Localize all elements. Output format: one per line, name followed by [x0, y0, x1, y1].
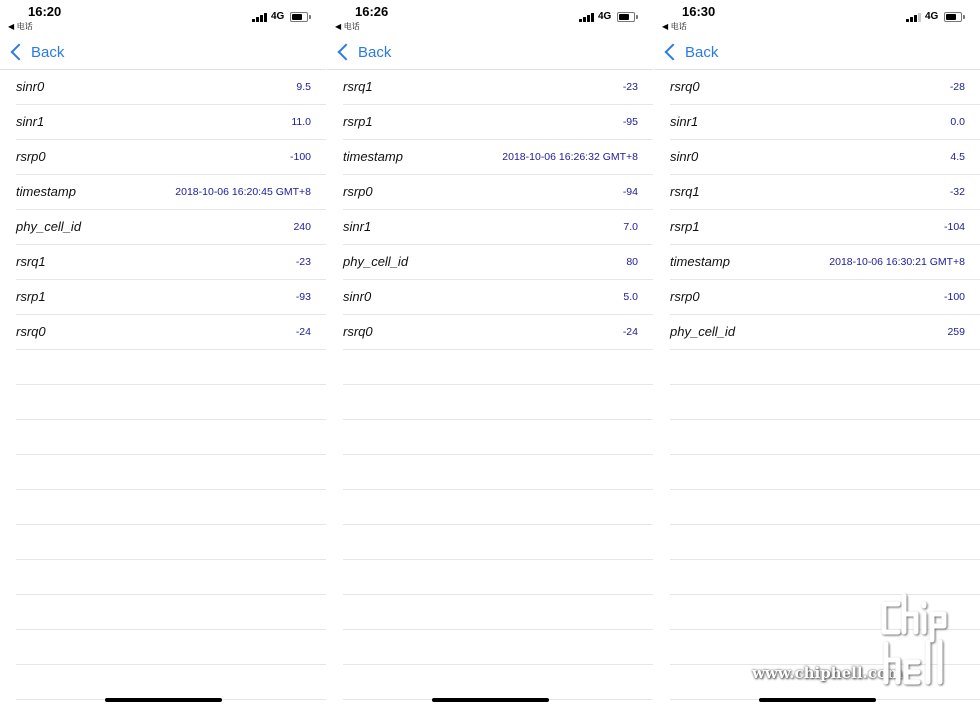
clock: 16:30 [682, 4, 716, 19]
field-value: 9.5 [296, 81, 311, 93]
field-value: -95 [622, 116, 638, 128]
field-name: rsrq1 [343, 79, 373, 94]
empty-row [343, 665, 653, 700]
list-item [670, 105, 980, 140]
field-value: -94 [622, 186, 638, 198]
empty-row [16, 595, 326, 630]
field-name: rsrp1 [16, 289, 46, 304]
nav-bar [0, 34, 326, 70]
back-label: Back [31, 43, 65, 61]
list-item [670, 245, 980, 280]
field-name: phy_cell_id [670, 324, 736, 339]
field-name: timestamp [16, 184, 76, 199]
field-value: -104 [943, 221, 965, 233]
list-item [343, 245, 653, 280]
field-value: 0.0 [950, 116, 965, 128]
back-to-app-link[interactable]: ◀ 电话 [8, 22, 33, 31]
watermark-url: www.chiphell.com [752, 664, 903, 682]
field-name: timestamp [343, 149, 403, 164]
empty-row [16, 665, 326, 700]
field-value: -93 [295, 291, 311, 303]
empty-row [343, 350, 653, 385]
field-value: -100 [289, 151, 311, 163]
list-item [670, 315, 980, 350]
list-item [670, 140, 980, 175]
empty-row [670, 420, 980, 455]
empty-row [16, 350, 326, 385]
chiphell-logo [878, 592, 973, 692]
chevron-left-icon [338, 44, 355, 61]
list-item [16, 210, 326, 245]
status-bar [0, 0, 326, 34]
back-to-app-link[interactable]: ◀ 电话 [662, 22, 687, 31]
field-value: 7.0 [623, 221, 638, 233]
field-name: rsrq1 [670, 184, 700, 199]
empty-row [670, 350, 980, 385]
field-name: sinr0 [343, 289, 372, 304]
field-value: -32 [949, 186, 965, 198]
field-name: timestamp [670, 254, 730, 269]
signal-icon [579, 11, 596, 22]
chevron-left-icon [11, 44, 28, 61]
battery-icon [617, 12, 635, 22]
field-value: -100 [943, 291, 965, 303]
field-value: -23 [295, 256, 311, 268]
phone-screen-1 [0, 0, 326, 708]
signal-icon [252, 11, 269, 22]
data-list [343, 70, 653, 700]
field-name: rsrp1 [343, 114, 373, 129]
network-type: 4G [925, 11, 939, 22]
list-item [16, 280, 326, 315]
empty-row [343, 630, 653, 665]
empty-row [343, 595, 653, 630]
back-to-app-link[interactable]: ◀ 电话 [335, 22, 360, 31]
list-item [670, 70, 980, 105]
field-name: sinr1 [670, 114, 699, 129]
field-value: 259 [947, 326, 965, 338]
field-value: 2018-10-06 16:30:21 GMT+8 [829, 256, 965, 268]
empty-row [670, 455, 980, 490]
list-item [16, 175, 326, 210]
field-value: 80 [626, 256, 638, 268]
empty-row [343, 560, 653, 595]
field-name: rsrq1 [16, 254, 46, 269]
empty-row [670, 385, 980, 420]
empty-row [16, 490, 326, 525]
back-label: Back [685, 43, 719, 61]
empty-row [16, 420, 326, 455]
field-value: 11.0 [291, 116, 311, 128]
empty-row [16, 560, 326, 595]
field-value: 2018-10-06 16:26:32 GMT+8 [502, 151, 638, 163]
field-value: 4.5 [950, 151, 965, 163]
back-button[interactable] [662, 41, 718, 63]
chevron-left-icon [665, 44, 682, 61]
field-name: rsrq0 [670, 79, 700, 94]
field-name: rsrp0 [343, 184, 373, 199]
clock: 16:26 [355, 4, 389, 19]
list-item [670, 280, 980, 315]
list-item [16, 140, 326, 175]
empty-row [670, 525, 980, 560]
list-item [343, 315, 653, 350]
empty-row [16, 630, 326, 665]
field-value: 5.0 [623, 291, 638, 303]
field-name: rsrp0 [670, 289, 700, 304]
field-name: sinr0 [670, 149, 699, 164]
field-value: -23 [622, 81, 638, 93]
network-type: 4G [271, 11, 285, 22]
list-item [343, 210, 653, 245]
nav-bar [654, 34, 980, 70]
signal-icon [906, 11, 923, 22]
phone-screen-2 [327, 0, 653, 708]
field-name: rsrq0 [16, 324, 46, 339]
clock: 16:20 [28, 4, 62, 19]
status-bar [327, 0, 653, 34]
field-name: phy_cell_id [343, 254, 409, 269]
field-name: sinr1 [16, 114, 45, 129]
empty-row [343, 420, 653, 455]
network-type: 4G [598, 11, 612, 22]
list-item [343, 140, 653, 175]
list-item [343, 105, 653, 140]
list-item [16, 70, 326, 105]
list-item [16, 105, 326, 140]
list-item [16, 245, 326, 280]
empty-row [670, 490, 980, 525]
empty-row [343, 525, 653, 560]
field-value: -28 [949, 81, 965, 93]
field-value: -24 [622, 326, 638, 338]
battery-icon [290, 12, 308, 22]
empty-row [343, 385, 653, 420]
back-button[interactable] [335, 41, 391, 63]
status-bar [654, 0, 980, 34]
field-name: sinr0 [16, 79, 45, 94]
empty-row [16, 455, 326, 490]
field-value: 2018-10-06 16:20:45 GMT+8 [175, 186, 311, 198]
field-name: sinr1 [343, 219, 372, 234]
home-indicator[interactable] [432, 698, 549, 702]
back-label: Back [358, 43, 392, 61]
field-name: rsrp0 [16, 149, 46, 164]
field-name: rsrq0 [343, 324, 373, 339]
empty-row [16, 385, 326, 420]
empty-row [16, 525, 326, 560]
nav-bar [327, 34, 653, 70]
data-list [16, 70, 326, 700]
list-item [16, 315, 326, 350]
back-button[interactable] [8, 41, 64, 63]
field-value: 240 [293, 221, 311, 233]
empty-row [343, 490, 653, 525]
list-item [670, 175, 980, 210]
list-item [343, 280, 653, 315]
home-indicator[interactable] [759, 698, 876, 702]
empty-row [670, 560, 980, 595]
list-item [343, 70, 653, 105]
empty-row [343, 455, 653, 490]
field-value: -24 [295, 326, 311, 338]
home-indicator[interactable] [105, 698, 222, 702]
list-item [343, 175, 653, 210]
field-name: phy_cell_id [16, 219, 82, 234]
battery-icon [944, 12, 962, 22]
list-item [670, 210, 980, 245]
field-name: rsrp1 [670, 219, 700, 234]
